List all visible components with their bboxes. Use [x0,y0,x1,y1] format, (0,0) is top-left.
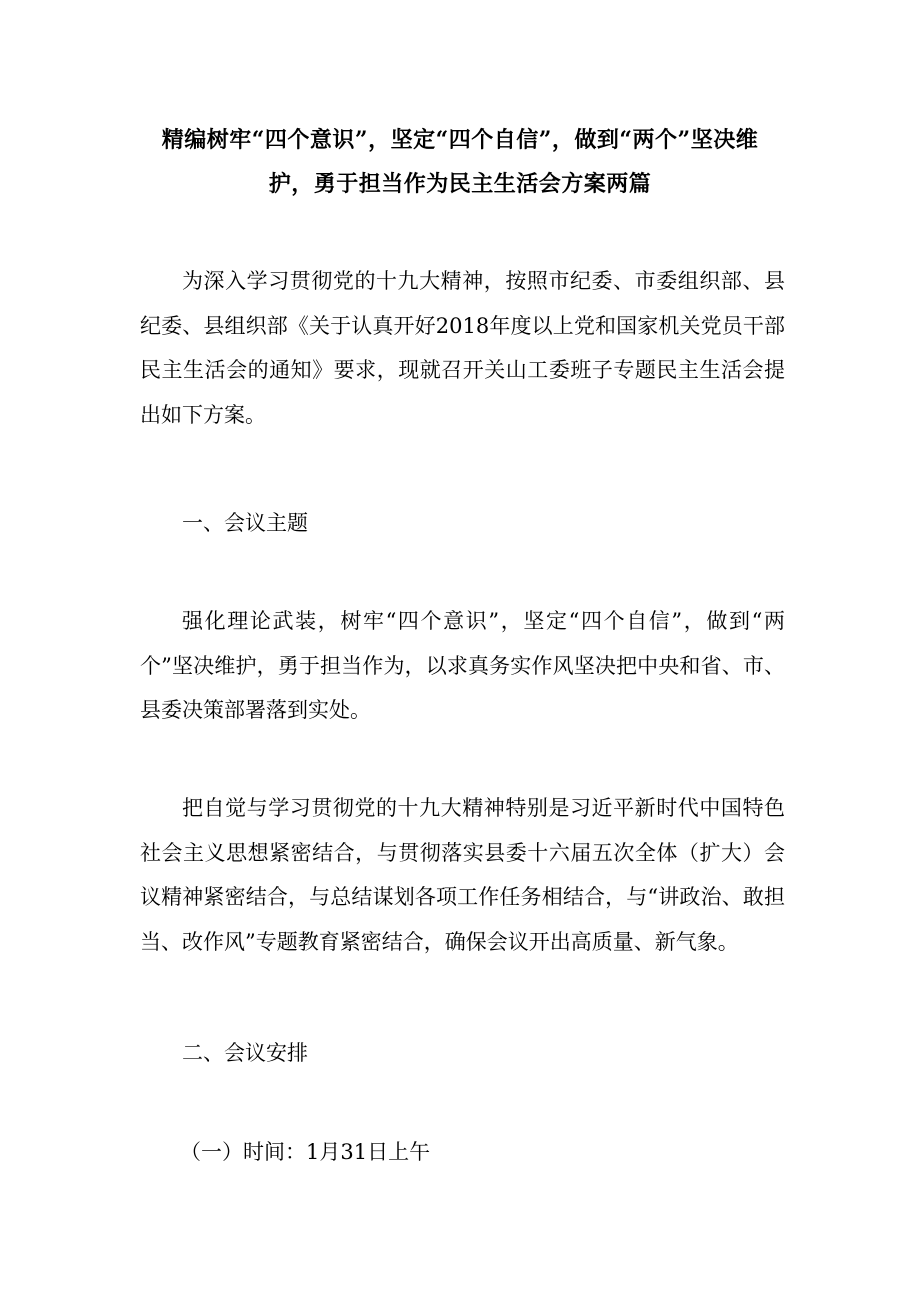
intro-paragraph: 为深入学习贯彻党的十九大精神，按照市纪委、市委组织部、县纪委、县组织部《关于认真开好2018年度以上党和国家机关党员干部民主生活会的通知》要求，现就召开关山工委班子专题民主生活会提出如下方案。 [140,269,785,427]
title-line-1: 精编树牢“四个意识”，坚定“四个自信”，做到“两个”坚决维 [161,127,759,153]
title-line-2: 护，勇于担当作为民主生活会方案两篇 [268,171,652,197]
section-2-item-1: （一）时间：1月31日上午 [180,1140,431,1164]
section-2-heading: 二、会议安排 [182,1041,308,1065]
section-1-heading: 一、会议主题 [182,511,308,535]
document-title [140,118,780,206]
section-1-paragraph-2: 把自觉与学习贯彻党的十九大精神特别是习近平新时代中国特色社会主义思想紧密结合，与贯彻落实县委十六届五次全体（扩大）会议精神紧密结合，与总结谋划各项工作任务相结合，与“讲政治、敢担当、改作风”专题教育紧密结合，确保会议开出高质量、新气象。 [140,796,785,954]
section-1-paragraph-1: 强化理论武装，树牢“四个意识”，坚定“四个自信”，做到“两个”坚决维护，勇于担当作为，以求真务实作风坚决把中央和省、市、县委决策部署落到实处。 [140,609,785,722]
